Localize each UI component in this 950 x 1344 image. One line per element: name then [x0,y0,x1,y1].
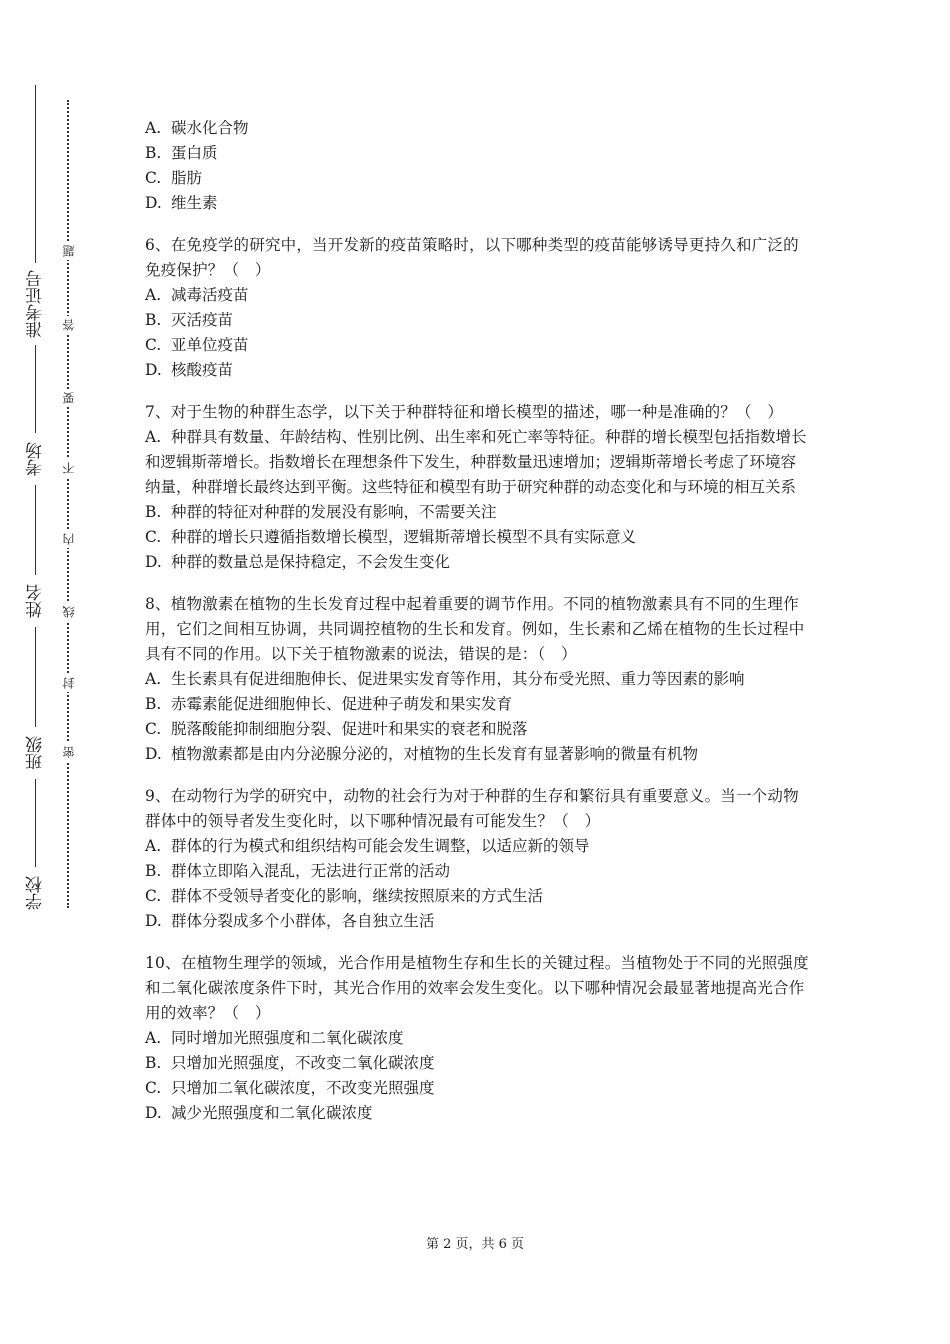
margin-label-class: 班级 [26,736,46,770]
option: B. 灭活疫苗 [145,311,234,329]
seal-char: 内 [60,530,76,548]
question-7 [145,400,810,575]
question-stem: 8、植物激素在植物的生长发育过程中起着重要的调节作用。不同的植物激素具有不同的生理作用，它们之间相互协调，共同调控植物的生长和发育。例如，生长素和乙烯在植物的生长过程中具有不同的作用。以下关于植物激素的说法，错误的是：（ ） [145,595,805,663]
margin-label-exam-room: 考场 [26,442,46,476]
seal-dotted-line [67,100,69,908]
option: D. 减少光照强度和二氧化碳浓度 [145,1104,373,1122]
option: C. 脱落酸能抑制细胞分裂、促进叶和果实的衰老和脱落 [145,720,528,738]
question-stem: 9、在动物行为学的研究中，动物的社会行为对于种群的生存和繁衍具有重要意义。当一个动物群体中的领导者发生变化时，以下哪种情况最有可能发生？（ ） [145,787,799,830]
option: B. 群体立即陷入混乱，无法进行正常的活动 [145,862,451,880]
option: A. 种群具有数量、年龄结构、性别比例、出生率和死亡率等特征。种群的增长模型包括指数增长和逻辑斯蒂增长。指数增长在理想条件下发生，种群数量迅速增加；逻辑斯蒂增长考虑了环境容纳量，种群增长最终达到平衡。这些特征和模型有助于研究种群的动态变化和与环境的相互关系 [145,428,807,496]
option: D. 核酸疫苗 [145,361,234,379]
option: B. 蛋白质 [145,144,218,162]
seal-char: 答 [60,316,76,334]
margin-label-name: 姓名 [26,584,46,618]
option: A. 生长素具有促进细胞伸长、促进果实发育等作用，其分布受光照、重力等因素的影响 [145,670,745,688]
question-stem: 6、在免疫学的研究中，当开发新的疫苗策略时，以下哪种类型的疫苗能够诱导更持久和广泛的免疫保护？（ ） [145,236,799,279]
page-footer: 第 2 页，共 6 页 [425,1237,525,1252]
question-5-continued [145,116,810,216]
seal-char: 密 [60,743,76,761]
option: D. 群体分裂成多个小群体，各自独立生活 [145,912,435,930]
option: A. 碳水化合物 [145,119,249,137]
question-10 [145,951,810,1126]
margin-line [35,85,36,263]
question-8 [145,592,810,767]
question-6 [145,233,810,383]
seal-char: 不 [60,459,76,477]
seal-char: 封 [60,674,76,692]
option: C. 群体不受领导者变化的影响，继续按照原来的方式生活 [145,887,544,905]
margin-line [35,345,36,433]
option: D. 维生素 [145,194,218,212]
margin-line [35,485,36,575]
question-stem: 7、对于生物的种群生态学，以下关于种群特征和增长模型的描述，哪一种是准确的？（ ） [145,403,784,421]
option: C. 亚单位疫苗 [145,336,249,354]
margin-line [35,627,36,727]
option: C. 脂肪 [145,169,203,187]
option: A. 减毒活疫苗 [145,286,249,304]
margin-label-school: 学校 [26,876,46,910]
question-stem: 10、在植物生理学的领域，光合作用是植物生存和生长的关键过程。当植物处于不同的光照强度和二氧化碳浓度条件下时，其光合作用的效率会发生变化。以下哪种情况会最显著地提高光合作用的效率？（ ） [145,954,809,1022]
option: B. 赤霉素能促进细胞伸长、促进种子萌发和果实发育 [145,695,513,713]
option: B. 种群的特征对种群的发展没有影响，不需要关注 [145,503,497,521]
margin-line [35,779,36,867]
option: A. 同时增加光照强度和二氧化碳浓度 [145,1029,404,1047]
option: C. 只增加二氧化碳浓度，不改变光照强度 [145,1079,435,1097]
margin-label-exam-number: 准考证号 [26,270,46,338]
option: B. 只增加光照强度，不改变二氧化碳浓度 [145,1054,435,1072]
question-list [145,116,810,1143]
question-9 [145,784,810,934]
seal-char: 题 [60,242,76,260]
option: C. 种群的增长只遵循指数增长模型，逻辑斯蒂增长模型不具有实际意义 [145,528,637,546]
seal-char: 要 [60,389,76,407]
option: D. 种群的数量总是保持稳定，不会发生变化 [145,553,451,571]
seal-char: 线 [60,603,76,621]
option: D. 植物激素都是由内分泌腺分泌的，对植物的生长发育有显著影响的微量有机物 [145,745,699,763]
option: A. 群体的行为模式和组织结构可能会发生调整，以适应新的领导 [145,837,590,855]
